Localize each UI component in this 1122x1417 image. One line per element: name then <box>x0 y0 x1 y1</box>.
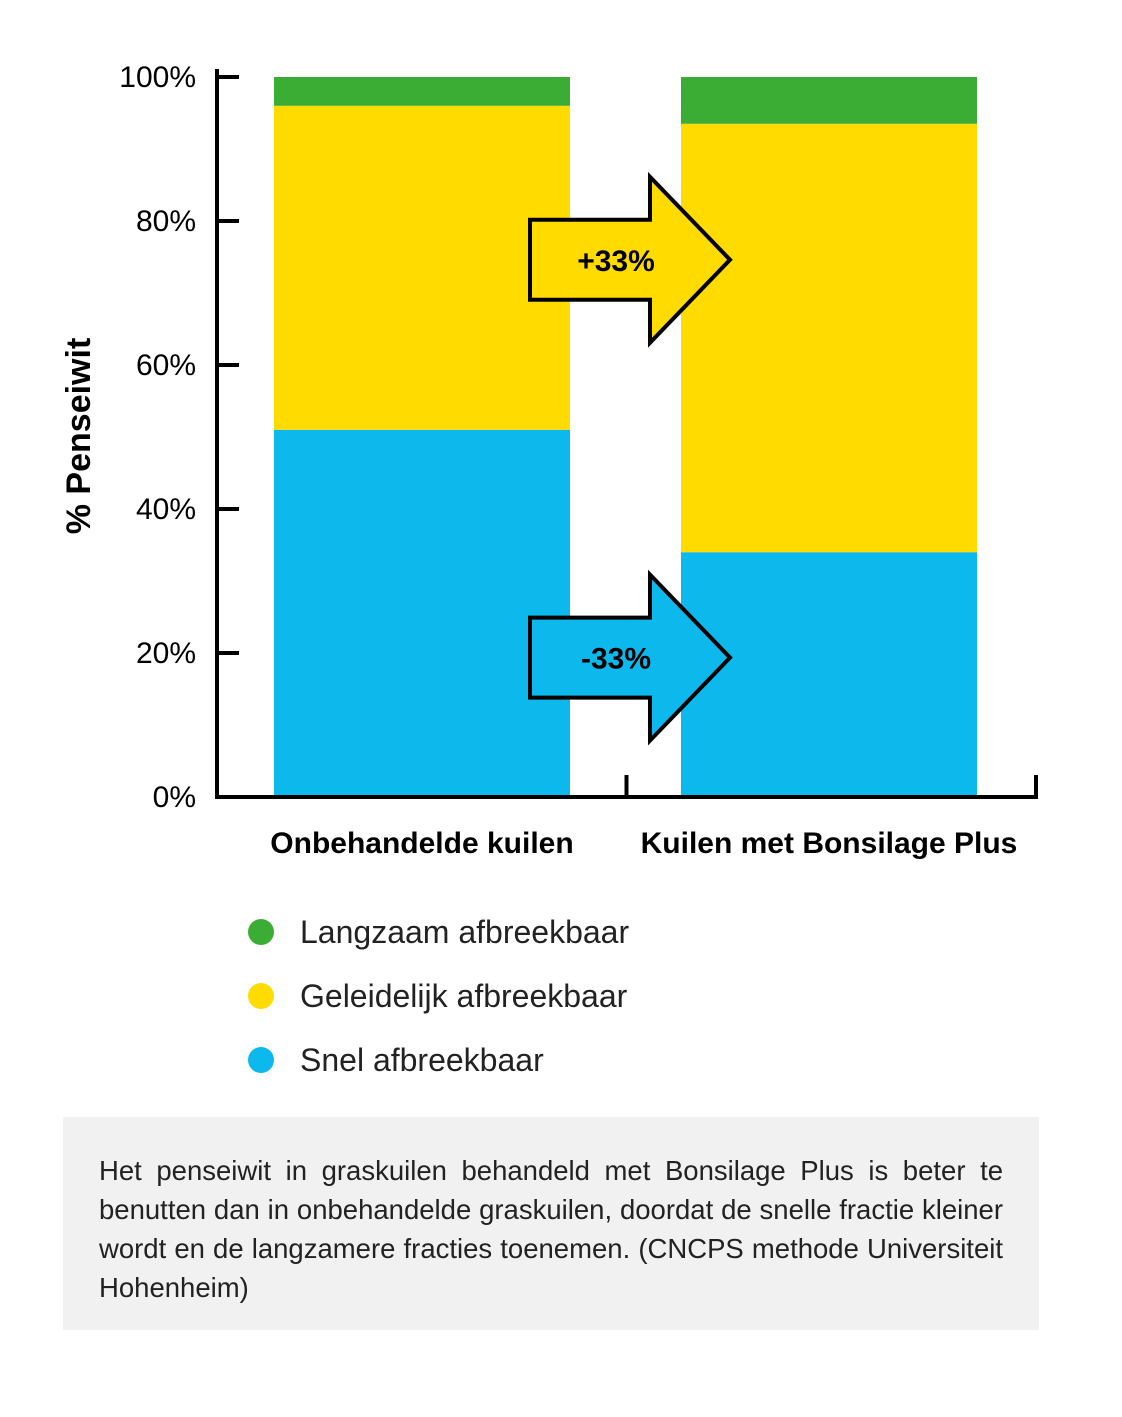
legend-item <box>248 964 629 1028</box>
legend-label: Snel afbreekbaar <box>300 1041 544 1078</box>
arrow-label-2: -33% <box>580 642 652 676</box>
y-tick-label: 100% <box>119 61 196 94</box>
y-axis-label: % Penseiwit <box>60 337 98 535</box>
bar-segment-snel-afbreekbaar-1 <box>274 430 570 797</box>
bar-segment-langzaam-afbreekbaar-2 <box>681 77 977 124</box>
x-tick-label: Kuilen met Bonsilage Plus <box>640 827 1018 860</box>
legend-swatch <box>248 919 274 945</box>
y-tick-label: 40% <box>135 493 196 526</box>
legend-item <box>248 900 629 964</box>
legend-label: Langzaam afbreekbaar <box>300 913 630 950</box>
legend-item <box>248 1028 629 1092</box>
bar-segment-langzaam-afbreekbaar-1 <box>274 77 570 106</box>
note-text: Het penseiwit in graskuilen behandeld met Bonsilage Plus is beter te benutten dan in onbehandelde graskuilen, doordat de snelle fractie kleiner wordt en de langzamere fracties toenemen. (CNCPS methode Universiteit Hohenheim) <box>99 1155 1003 1303</box>
legend <box>248 900 629 1092</box>
x-tick-label: Onbehandelde kuilen <box>270 827 574 860</box>
y-tick-label: 60% <box>135 349 196 382</box>
y-tick-label: 0% <box>152 781 196 814</box>
bar-segment-geleidelijk-afbreekbaar-2 <box>681 124 977 552</box>
arrow-label-1: +33% <box>577 244 655 278</box>
bar-segment-snel-afbreekbaar-2 <box>681 552 977 797</box>
note-box <box>63 1117 1039 1330</box>
legend-swatch <box>248 983 274 1009</box>
y-tick-label: 80% <box>135 205 196 238</box>
legend-label: Geleidelijk afbreekbaar <box>300 977 628 1014</box>
y-tick-label: 20% <box>135 637 196 670</box>
legend-swatch <box>248 1047 274 1073</box>
bar-segment-geleidelijk-afbreekbaar-1 <box>274 106 570 430</box>
